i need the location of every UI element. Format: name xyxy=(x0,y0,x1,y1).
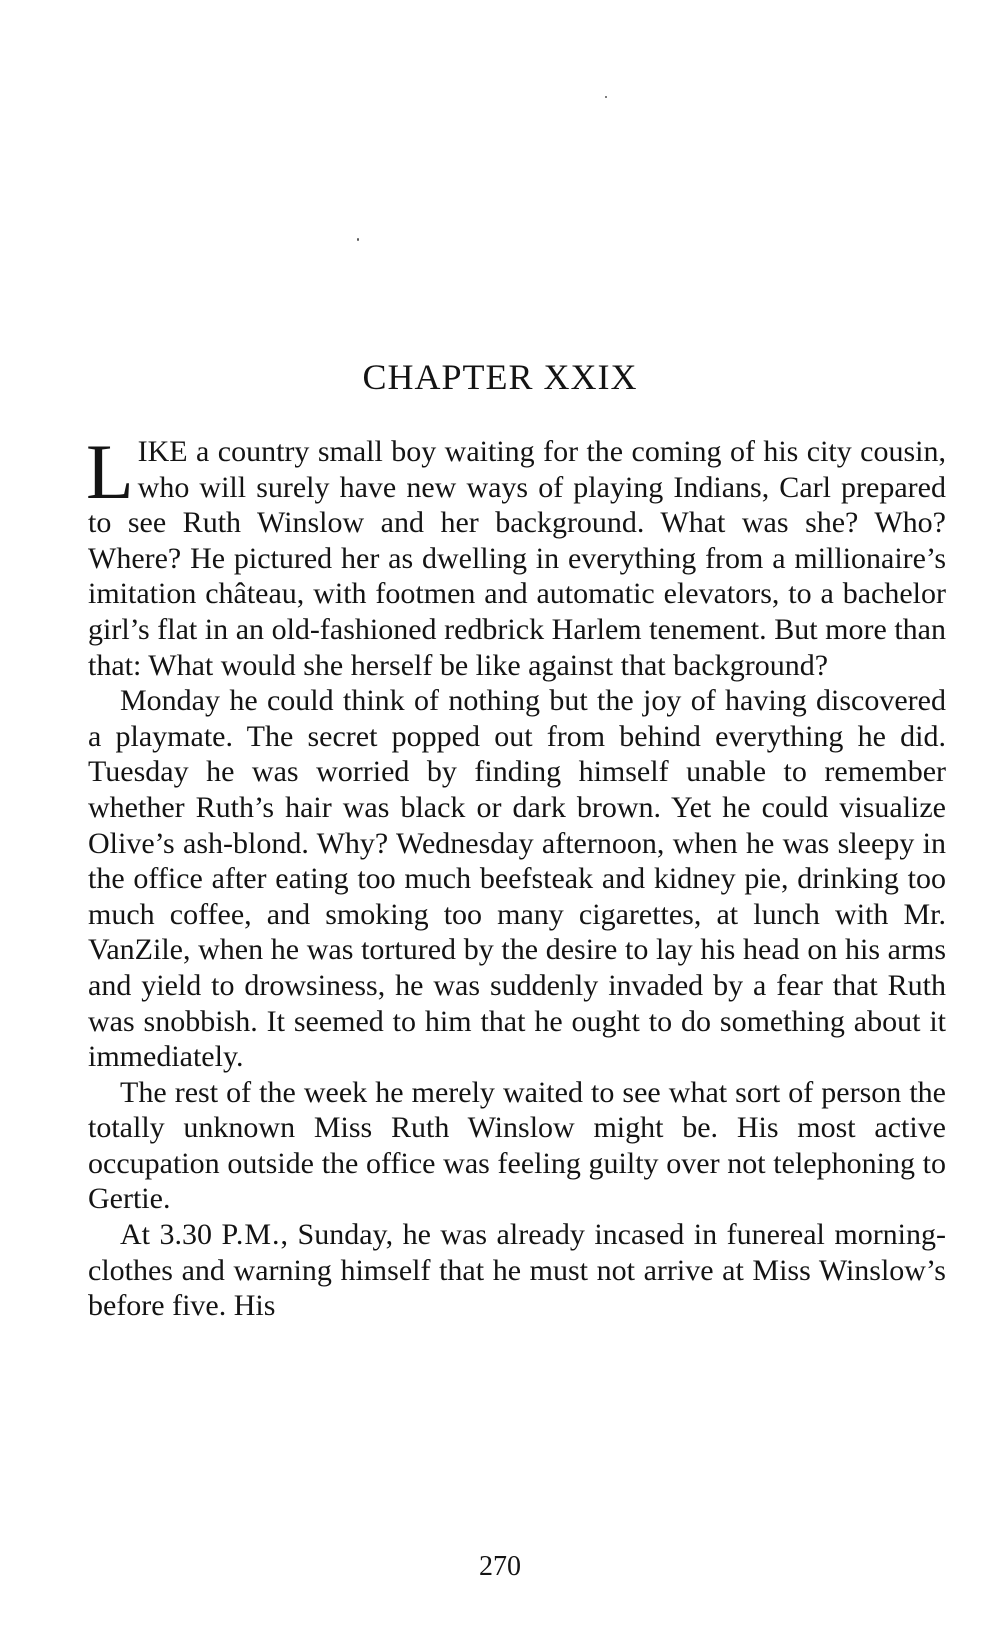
drop-cap: L xyxy=(86,428,134,515)
print-speck xyxy=(605,96,607,98)
paragraph-4 xyxy=(88,1217,946,1324)
paragraph-text: IKE a country small boy waiting for the coming of his city cousin, who will surely have new ways of playing Indians, Carl prepared to see Ruth Winslow and her background. What was she? Who? Where? He pictured her as dwelling in everything from a millionaire’s imitation château, with footmen and automatic elevators, to a bachelor girl’s flat in an old-fashioned redbrick Harlem tenement. But more than that: What would she herself be like against that background? xyxy=(88,435,946,682)
time-abbreviation: P.M. xyxy=(221,1218,281,1252)
paragraph-3: The rest of the week he merely waited to see what sort of person the totally unknown Miss Ruth Winslow might be. His most active occupation outside the office was feeling guilty over not telephoning to Gertie. xyxy=(88,1075,946,1216)
paragraph-lead: At 3.30 xyxy=(120,1218,222,1252)
chapter-title: CHAPTER XXIX xyxy=(362,357,638,397)
print-speck xyxy=(357,238,359,241)
paragraph-2: Monday he could think of nothing but the joy of having discovered a playmate. The secret popped out from behind everything he did. Tuesday he was worried by finding himself unable to remember whether Ruth’s hair was black or dark brown. Yet he could visualize Olive’s ash-blond. Why? Wednesday afternoon, when he was sleepy in the office after eating too much beefsteak and kidney pie, drinking too much coffee, and smoking too many cigarettes, at lunch with Mr. VanZile, when he was tortured by the desire to lay his head on his arms and yield to drowsiness, he was suddenly invaded by a fear that Ruth was snobbish. It seemed to him that he ought to do something about it immediately. xyxy=(88,684,946,1074)
paragraph-1 xyxy=(86,428,946,683)
paragraph-text: , Sunday, he was already incased in funereal morning-clothes and warning himself that he must not arrive at Miss Winslow’s before five. His xyxy=(88,1218,947,1323)
page-number: 270 xyxy=(479,1551,521,1582)
body-text xyxy=(86,428,947,1324)
